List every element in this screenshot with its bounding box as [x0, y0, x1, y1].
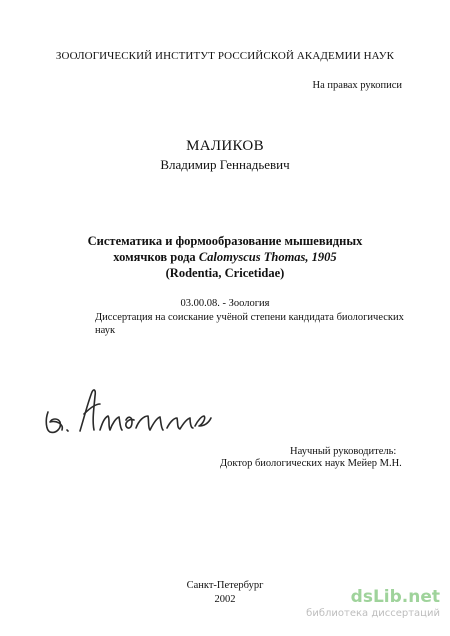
institute-name: ЗООЛОГИЧЕСКИЙ ИНСТИТУТ РОССИЙСКОЙ АКАДЕМИИ НАУК [55, 50, 395, 62]
author-surname: МАЛИКОВ [186, 138, 264, 154]
advisor-label: Научный руководитель: [290, 446, 397, 457]
publication-city: Санкт-Петербург [186, 580, 264, 591]
handwritten-signature-icon [40, 368, 215, 448]
manuscript-note: На правах рукописи [312, 80, 402, 91]
dslib-subtitle: библиотека диссертаций [306, 608, 440, 619]
title-line-1: Систематика и формообразование мышевидных [87, 234, 363, 248]
specialty-code: 03.00.08. - Зоология [180, 298, 270, 309]
title-line-2-prefix: хомячков рода [113, 250, 199, 264]
title-line-3: (Rodentia, Cricetidae) [165, 266, 285, 280]
genus-name: Calomyscus Thomas, 1905 [198, 250, 337, 264]
title-line-2 [0, 249, 450, 265]
dissertation-title [0, 233, 450, 281]
advisor-name: Доктор биологических наук Мейер М.Н. [220, 458, 402, 469]
signature-strokes [46, 390, 211, 432]
dslib-logo: dsLib.net [350, 587, 440, 607]
dslib-watermark [306, 587, 440, 620]
publication-year: 2002 [214, 594, 236, 605]
degree-description: Диссертация на соискание учёной степени кандидата биологических наук [95, 312, 404, 336]
author-full-name: Владимир Геннадьевич [160, 157, 290, 172]
